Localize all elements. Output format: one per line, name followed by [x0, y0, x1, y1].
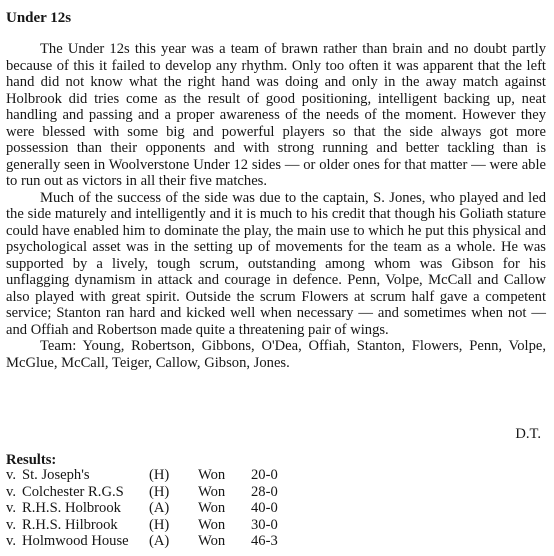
result-opponent: Holmwood House	[22, 533, 129, 549]
result-row	[6, 533, 301, 550]
result-outcome: Won	[198, 533, 226, 549]
result-outcome: Won	[198, 483, 226, 500]
result-row	[6, 467, 301, 484]
result-row	[6, 484, 301, 501]
result-prefix: v.	[6, 483, 16, 500]
result-score: 30-0	[251, 516, 278, 533]
result-outcome: Won	[198, 516, 226, 533]
section-heading: Under 12s	[6, 10, 72, 26]
result-score: 46-3	[251, 533, 278, 549]
results-table	[6, 467, 301, 550]
result-outcome: Won	[198, 500, 226, 516]
result-opponent: R.H.S. Hilbrook	[22, 516, 118, 533]
result-venue: (H)	[149, 516, 170, 533]
result-row	[6, 500, 301, 517]
result-score: 28-0	[251, 483, 278, 500]
result-venue: (H)	[149, 467, 170, 483]
results-heading: Results:	[6, 452, 57, 468]
report-body	[6, 41, 546, 371]
result-row	[6, 517, 301, 534]
result-venue: (A)	[149, 533, 170, 549]
paragraph-1: The Under 12s this year was a team of brawn rather than brain and no doubt partly because of this it failed to develop any rhythm. Only too often it was apparent that the left hand did not know what the right hand was doing and only in the away match against Holbrook did tries come as the result of good positioning, intelligent backing up, neat handling and passing and a proper awareness of the needs of the moment. However they were blessed with some big and powerful players so that the side always got more possession than their opponents and with strong running and better tackling than is generally seen in Woolverstone Under 12 sides — or older ones for that matter — were able to run out as victors in all their five matches.	[6, 41, 546, 189]
author-initials: D.T.	[515, 426, 541, 442]
result-opponent: St. Joseph's	[22, 467, 90, 483]
result-opponent: Colchester R.G.S	[22, 483, 124, 500]
result-prefix: v.	[6, 500, 16, 516]
result-prefix: v.	[6, 533, 16, 549]
result-venue: (A)	[149, 500, 170, 516]
result-venue: (H)	[149, 483, 170, 500]
result-score: 20-0	[251, 467, 278, 483]
result-opponent: R.H.S. Holbrook	[22, 500, 121, 516]
result-prefix: v.	[6, 516, 16, 533]
result-prefix: v.	[6, 467, 16, 483]
paragraph-2: Much of the success of the side was due to the captain, S. Jones, who played and led the side maturely and intelligently and it is much to his credit that though his Goliath stature could have enabled him to dominate the play, the main use to which he put this physical and psychological asset was in the setting up of movements for the team as a whole. He was supported by a lively, tough scrum, outstanding among whom was Gibson for his unflagging dynamism in attack and courage in defence. Penn, Volpe, McCall and Callow also played with great spirit. Outside the scrum Flowers at scrum half gave a competent service; Stanton ran hard and kicked well when necessary — and sometimes when not — and Offiah and Robertson made quite a threatening pair of wings.	[6, 189, 546, 338]
result-score: 40-0	[251, 500, 278, 516]
result-outcome: Won	[198, 467, 226, 483]
team-list-paragraph: Team: Young, Robertson, Gibbons, O'Dea, Offiah, Stanton, Flowers, Penn, Volpe, McGlue, McCall, Teiger, Callow, Gibson, Jones.	[6, 338, 546, 371]
